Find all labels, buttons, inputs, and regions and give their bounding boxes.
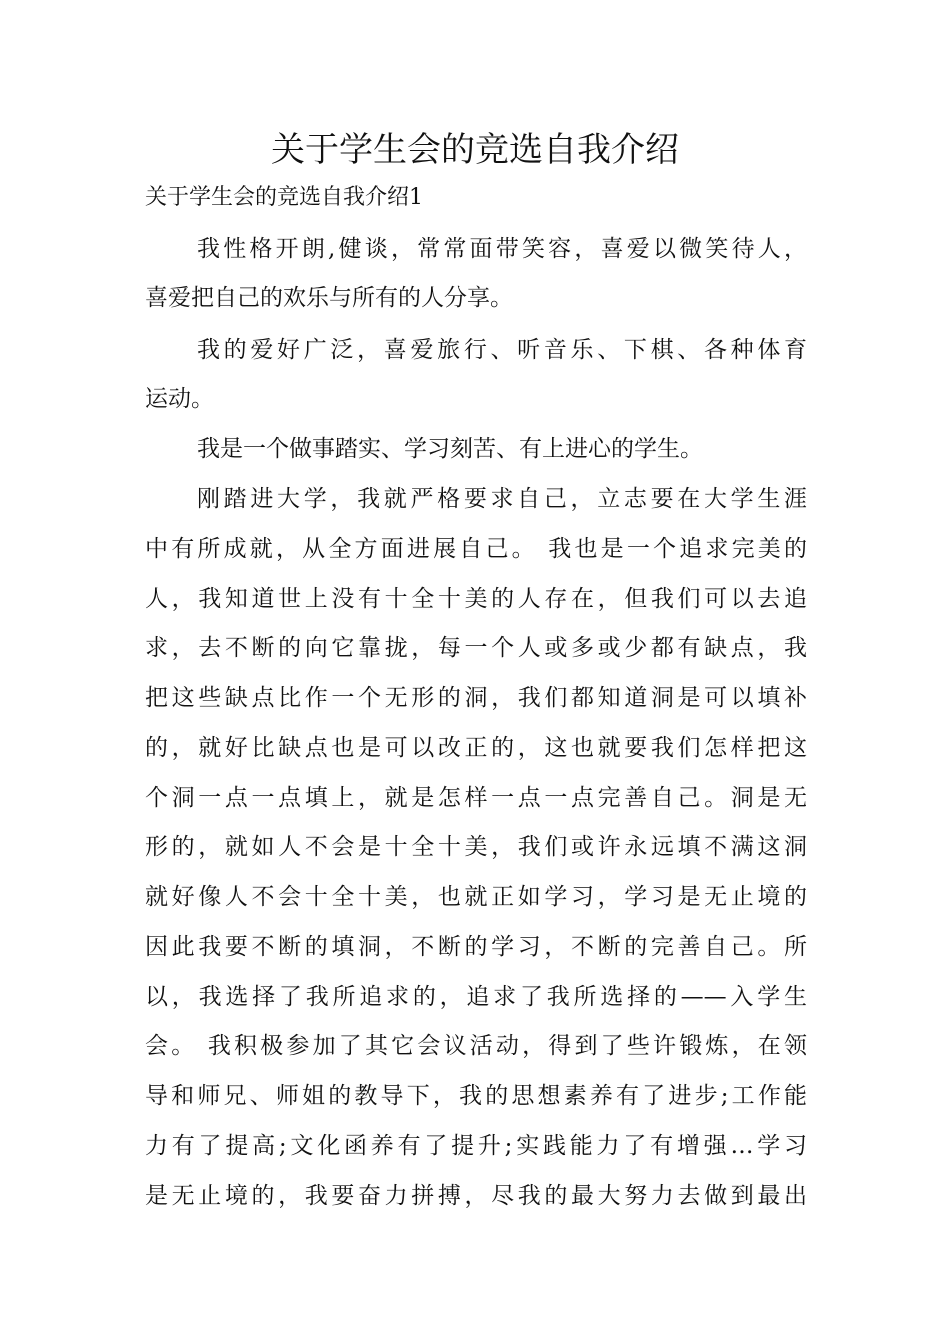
text-line: 喜爱把自己的欢乐与所有的人分享。	[145, 285, 513, 311]
text-line: 导和师兄、师姐的教导下，我的思想素养有了进步;工作能	[145, 1083, 807, 1109]
text-line: 我是一个做事踏实、学习刻苦、有上进心的学生。	[197, 436, 703, 462]
text-line: 我性格开朗,健谈，常常面带笑容，喜爱以微笑待人，	[197, 236, 807, 262]
text-line: 人，我知道世上没有十全十美的人存在，但我们可以去追	[145, 586, 807, 612]
text-line: 是无止境的，我要奋力拼搏，尽我的最大努力去做到最出	[145, 1183, 807, 1209]
text-line: 我的爱好广泛，喜爱旅行、听音乐、下棋、各种体育	[197, 337, 807, 363]
text-line: 因此我要不断的填洞，不断的学习，不断的完善自己。所	[145, 934, 807, 960]
text-line: 以，我选择了我所追求的，追求了我所选择的——入学生	[145, 984, 807, 1010]
text-line: 中有所成就，从全方面进展自己。 我也是一个追求完美的	[145, 536, 807, 562]
text-line: 会。 我积极参加了其它会议活动，得到了些许锻炼，在领	[145, 1033, 807, 1059]
text-line: 求，去不断的向它靠拢，每一个人或多或少都有缺点，我	[145, 635, 807, 661]
text-line: 个洞一点一点填上，就是怎样一点一点完善自己。洞是无	[145, 785, 807, 811]
text-line: 刚踏进大学，我就严格要求自己，立志要在大学生涯	[197, 486, 807, 512]
text-line: 把这些缺点比作一个无形的洞，我们都知道洞是可以填补	[145, 685, 807, 711]
text-line: 形的，就如人不会是十全十美，我们或许永远填不满这洞	[145, 834, 807, 860]
section-heading: 关于学生会的竞选自我介绍1	[145, 185, 423, 210]
text-line: 就好像人不会十全十美，也就正如学习，学习是无止境的	[145, 884, 807, 910]
text-line: 的，就好比缺点也是可以改正的，这也就要我们怎样把这	[145, 735, 807, 761]
document-title: 关于学生会的竞选自我介绍	[271, 130, 679, 170]
text-line: 力有了提高;文化函养有了提升;实践能力了有增强…学习	[145, 1133, 807, 1159]
text-line: 运动。	[145, 386, 214, 412]
